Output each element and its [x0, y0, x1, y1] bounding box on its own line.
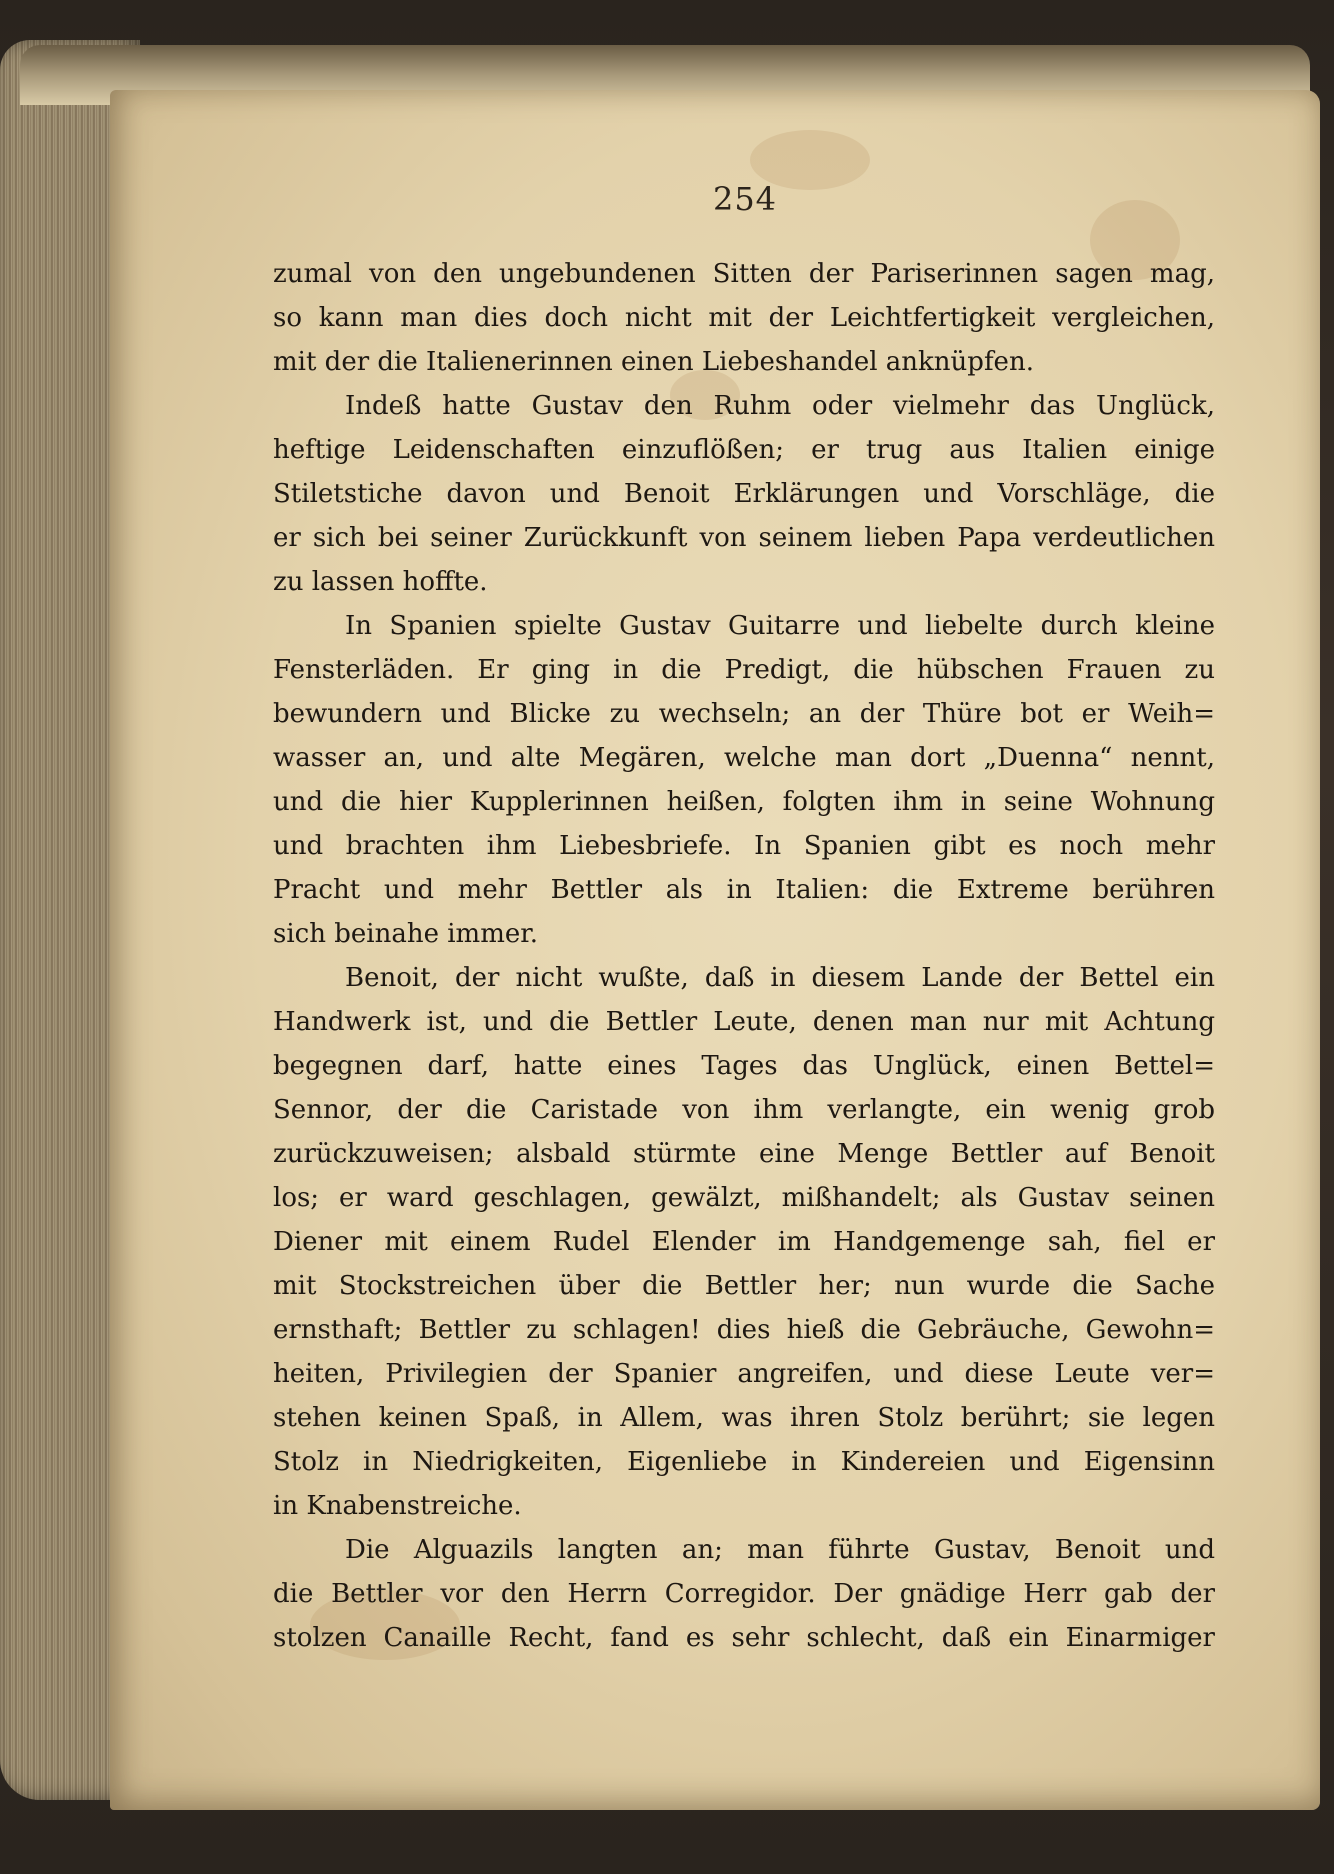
text-line: zumal von den ungebundenen Sitten der Pariserinnen sagen mag, — [273, 259, 1215, 289]
text-line: heftige Leidenschaften einzuflößen; er trug aus Italien einige — [273, 435, 1215, 465]
text-line: heiten, Privilegien der Spanier angreifen, und diese Leute ver= — [273, 1359, 1215, 1389]
text-line: Indeß hatte Gustav den Ruhm oder vielmehr das Unglück, — [345, 391, 1215, 421]
page-number: 254 — [712, 180, 778, 218]
text-line: mit der die Italienerinnen einen Liebeshandel anknüpfen. — [273, 347, 1034, 377]
text-line: Stolz in Niedrigkeiten, Eigenliebe in Kindereien und Eigensinn — [273, 1447, 1215, 1477]
text-line: und die hier Kupplerinnen heißen, folgten ihm in seine Wohnung — [273, 787, 1215, 817]
text-line: Fensterläden. Er ging in die Predigt, die hübschen Frauen zu — [273, 655, 1215, 685]
text-line: In Spanien spielte Gustav Guitarre und liebelte durch kleine — [345, 611, 1215, 641]
text-line: zu lassen hoffte. — [273, 567, 488, 597]
text-line: in Knabenstreiche. — [273, 1491, 522, 1521]
text-line: Stiletstiche davon und Benoit Erklärungen und Vorschläge, die — [273, 479, 1215, 509]
text-line: Die Alguazils langten an; man führte Gustav, Benoit und — [345, 1535, 1215, 1565]
text-line: mit Stockstreichen über die Bettler her; nun wurde die Sache — [273, 1271, 1215, 1301]
text-line: ernsthaft; Bettler zu schlagen! dies hieß die Gebräuche, Gewohn= — [273, 1315, 1215, 1345]
text-line: Diener mit einem Rudel Elender im Handgemenge sah, fiel er — [273, 1227, 1215, 1257]
text-line: die Bettler vor den Herrn Corregidor. Der gnädige Herr gab der — [273, 1579, 1215, 1609]
text-line: Pracht und mehr Bettler als in Italien: die Extreme berühren — [273, 875, 1215, 905]
text-line: sich beinahe immer. — [273, 919, 539, 949]
text-line: wasser an, und alte Megären, welche man dort „Duenna“ nennt, — [273, 743, 1215, 773]
text-line: zurückzuweisen; alsbald stürmte eine Menge Bettler auf Benoit — [273, 1139, 1215, 1169]
text-line: stehen keinen Spaß, in Allem, was ihren Stolz berührt; sie legen — [273, 1403, 1215, 1433]
text-line: Sennor, der die Caristade von ihm verlangte, ein wenig grob — [273, 1095, 1215, 1125]
text-line: stolzen Canaille Recht, fand es sehr schlecht, daß ein Einarmiger — [273, 1623, 1215, 1653]
text-line: begegnen darf, hatte eines Tages das Unglück, einen Bettel= — [273, 1051, 1215, 1081]
text-line: los; er ward geschlagen, gewälzt, mißhandelt; als Gustav seinen — [273, 1183, 1215, 1213]
text-line: so kann man dies doch nicht mit der Leichtfertigkeit vergleichen, — [273, 303, 1215, 333]
text-line: und brachten ihm Liebesbriefe. In Spanien gibt es noch mehr — [273, 831, 1215, 861]
body-text — [273, 252, 1215, 1660]
text-line: er sich bei seiner Zurückkunft von seinem lieben Papa verdeutlichen — [273, 523, 1215, 553]
text-line: Benoit, der nicht wußte, daß in diesem Lande der Bettel ein — [345, 963, 1215, 993]
text-line: bewundern und Blicke zu wechseln; an der Thüre bot er Weih= — [273, 699, 1215, 729]
text-line: Handwerk ist, und die Bettler Leute, denen man nur mit Achtung — [273, 1007, 1215, 1037]
